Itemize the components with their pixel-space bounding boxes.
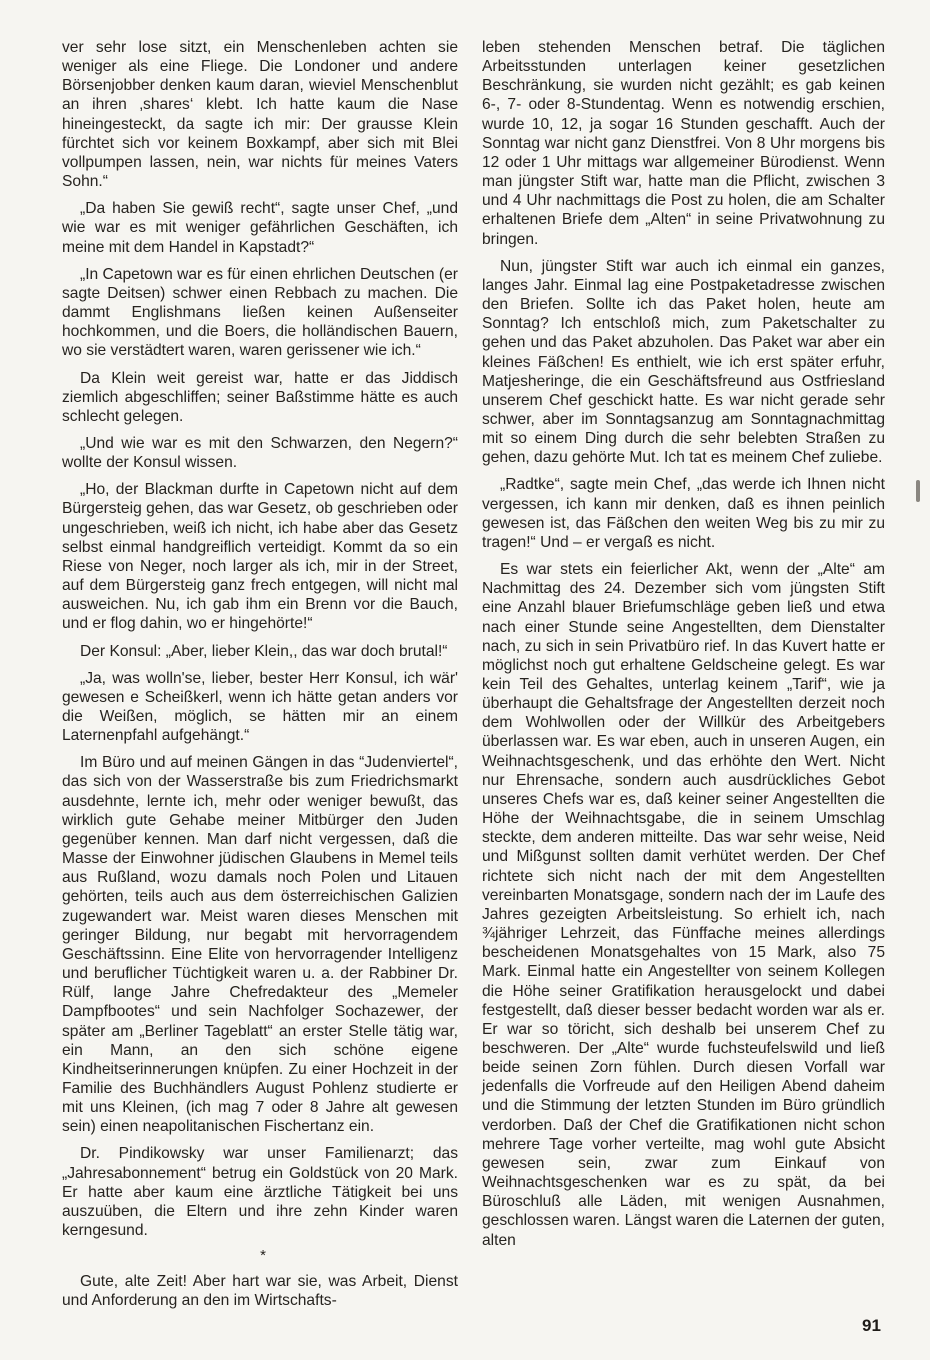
paragraph: „In Capetown war es für einen ehrlichen Deutschen (er sagte Deitsen) schwer einen Rebbach zu machen. Die dammt Englishmans ließen keinen Außenseiter hochkommen, und die Boers, die holländischen Bauern, wo sie verstädtert waren, waren gerissener wie ich.“ [62, 265, 458, 360]
paragraph: Da Klein weit gereist war, hatte er das Jiddisch ziemlich abgeschliffen; seiner Baßstimme hätte es auch schlecht gelegen. [62, 369, 458, 425]
margin-mark [916, 480, 920, 502]
paragraph: Nun, jüngster Stift war auch ich einmal ein ganzes, langes Jahr. Einmal lag eine Postpaketadresse zwischen den Briefen. Sollte ich das Paket holen, heute am Sonntag? Ich entschloß mich, zum Paketschalter zu gehen und das Paket abzuholen. Das Paket war aber ein kleines Fäßchen! Es enthielt, wie ich erst später erfuhr, Matjesheringe, die ein Geschäftsfreund aus Ostfriesland unserem Chef geschickt hatte. Es war nicht gerade sehr schwer, aber im Sonntagsanzug am Sonntagnachmittag mit so einem Ding durch die sehr belebten Straßen zu gehen, dazu gehörte Mut. Ich tat es meinem Chef zuliebe. [482, 257, 885, 467]
paragraph: „Ho, der Blackman durfte in Capetown nicht auf dem Bürgersteig gehen, das war Gesetz, ob geschrieben oder ungeschrieben, weiß ich nicht, ich habe aber das Gesetz selbst einmal handgreiflich verteidigt. Kommt da so ein Riese von Neger, noch larger als ich, mir in der Street, auf dem Bürgersteig ganz frech entgegen, will nicht mal ausweichen. Nu, ich gab ihm ein Brenn vor die Bauch, und er flog dahin, wo er hingehörte!“ [62, 481, 458, 633]
paragraph: leben stehenden Menschen betraf. Die täglichen Arbeitsstunden unterlagen keiner gesetzlichen Beschränkung, sie wurden nicht gezählt; es gab keinen 6-, 7- oder 8-Stundentag. Wenn es notwendig erschien, wurde 10, 12, ja sogar 16 Stunden geschafft. Auch der Sonntag war nicht ganz Dienstfrei. Von 8 Uhr morgens bis 12 oder 1 Uhr mittags war allgemeiner Bürodienst. Wenn man jüngster Stift war, hatte man die Pflicht, zwischen 3 und 4 Uhr nachmittags die Post zu holen, die am Schalter erhaltenen Briefe dem „Alten“ in seine Privatwohnung zu bringen. [482, 39, 885, 248]
left-column [62, 38, 458, 1319]
paragraph: Dr. Pindikowsky war unser Familienarzt; das „Jahresabonnement“ betrug ein Goldstück von 20 Mark. Er hatte aber kaum eine ärztliche Tätigkeit bei uns auszuüben, die Eltern und ihre zehn Kinder waren kerngesund. [62, 1145, 458, 1240]
paragraph: ver sehr lose sitzt, ein Menschenleben achten sie weniger als eine Fliege. Die Londoner und andere Börsenjobber denken kaum daran, wieviel Menschenblut an ihren ‚shares‘ klebt. Ich hatte kaum die Nase hineingesteckt, da sagte ich mir: Der grausse Klein fürchtet sich vor keinem Boxkampf, aber sich mit Blei vollpumpen lassen, nein, war nichts für meines Vaters Sohn.“ [62, 39, 458, 191]
page-number: 91 [862, 1316, 881, 1335]
paragraph: „Da haben Sie gewiß recht“, sagte unser Chef, „und wie war es mit weniger gefährlichen Geschäften, ich meine mit dem Handel in Kapstadt?“ [62, 200, 458, 256]
paragraph: Der Konsul: „Aber, lieber Klein,, das war doch brutal!“ [80, 642, 448, 660]
paragraph: Es war stets ein feierlicher Akt, wenn der „Alte“ am Nachmittag des 24. Dezember sich vom jüngsten Stift eine Anzahl blauer Briefumschläge geben ließ und etwa nach einer Stunde seine Angestellten, dem Dienstalter nach, zu sich in sein Privatbüro rief. In das Kuvert hatte er möglichst noch gut erhaltene Geldscheine gelegt. Es war kein Teil des Gehaltes, unterlag keinem „Tarif“, wie ja überhaupt die Gehaltsfrage der Angestellten derzeit noch dem Wohlwollen oder der Willkür des Arbeitgebers überlassen war. Es war eben, auch in unseren Augen, ein Weihnachtsgeschenk, und das erhöhte den Wert. Nicht nur Ehrensache, sondern auch ausdrückliches Gebot unseres Chefs war es, daß keiner seiner Angestellten die Höhe der Weihnachtsgabe, die in seinem Umschlag steckte, dem anderen mitteilte. Das war sehr weise, Neid und Mißgunst sollten damit verhütet werden. Der Chef richtete sich nicht nach der mit dem Angestellten vereinbarten Monatsgage, sondern nach der im Laufe des Jahres gezeigten Arbeitsleistung. So erhielt ich, nach ¾jähriger Lehrzeit, das Fünffache meines allerdings bescheidenen Monatsgehaltes von 15 Mark, also 75 Mark. Einmal hatte ein Angestellter von seinem Kollegen die Höhe seiner Gratifikation herausgelockt und dabei festgestellt, daß dieser besser bedacht worden war als er. Er war so töricht, sich deshalb bei unserem Chef zu beschweren. Der „Alte“ wurde fuchsteufelswild und ließ beide seinen Zorn fühlen. Durch diesen Vorfall war jedenfalls die Vorfreude auf den Heiligen Abend daheim und die Stimmung der letzten Stunden im Büro gründlich verdorben. Daß der Chef die Gratifikationen nicht schon mehrere Tage vorher verteilte, mag wohl gute Absicht gewesen sein, zwar zum Einkauf von Weihnachtsgeschenken war es zu spät, da bei Büroschluß alle Läden, mit wenigen Ausnahmen, geschlossen waren. Längst waren die Laternen der guten, alten [482, 561, 885, 1249]
paragraph: Im Büro und auf meinen Gängen in das “Judenviertel“, das sich von der Wasserstraße bis zum Friedrichsmarkt ausdehnte, lernte ich, mehr oder weniger bewußt, das wirklich gute Gehabe meiner Mitbürger den Juden gegenüber kennen. Man darf nicht vergessen, daß die Masse der Einwohner jüdischen Glaubens in Memel teils aus Rußland, wozu damals noch Polen und Litauen gehörten, teils auch aus dem österreichischen Galizien zugewandert war. Meist waren dieses Menschen mit geringer Bildung, nur begabt mit hervorragendem Geschäftssinn. Eine Elite von hervorragender Intelligenz und beruflicher Tüchtigkeit waren u. a. der Rabbiner Dr. Rülf, lange Jahre Chefredakteur des „Memeler Dampfbootes“ und sein Nachfolger Sochazewer, der später am „Berliner Tageblatt“ an erster Stelle tätig war, ein Mann, an den sich schöne eigene Kindheitserinnerungen knüpfen. Zu einer Hochzeit in der Familie des Buchhändlers August Pohlenz studierte er mit uns Kleinen, (ich mag 7 oder 8 Jahre alt gewesen sein) einen neapolitanischen Fischertanz ein. [62, 754, 458, 1136]
paragraph: Gute, alte Zeit! Aber hart war sie, was Arbeit, Dienst und Anforderung an den im Wirtschafts- [62, 1273, 458, 1310]
section-separator: * [260, 1247, 266, 1265]
right-column [482, 38, 885, 1258]
paragraph: „Ja, was wolln'se, lieber, bester Herr Konsul, ich wär' gewesen e Scheißkerl, wenn ich hätte getan anders vor die Weißen, möglich, se hätten mir an einem Laternenpfahl aufgehängt.“ [62, 669, 458, 745]
paragraph: „Radtke“, sagte mein Chef, „das werde ich Ihnen nicht vergessen, ich kann mir denken, daß es ihnen peinlich gewesen ist, das Fäßchen den weiten Weg bis zu mir zu tragen!“ Und – er vergaß es nicht. [482, 476, 885, 551]
paragraph: „Und wie war es mit den Schwarzen, den Negern?“ wollte der Konsul wissen. [62, 434, 458, 472]
